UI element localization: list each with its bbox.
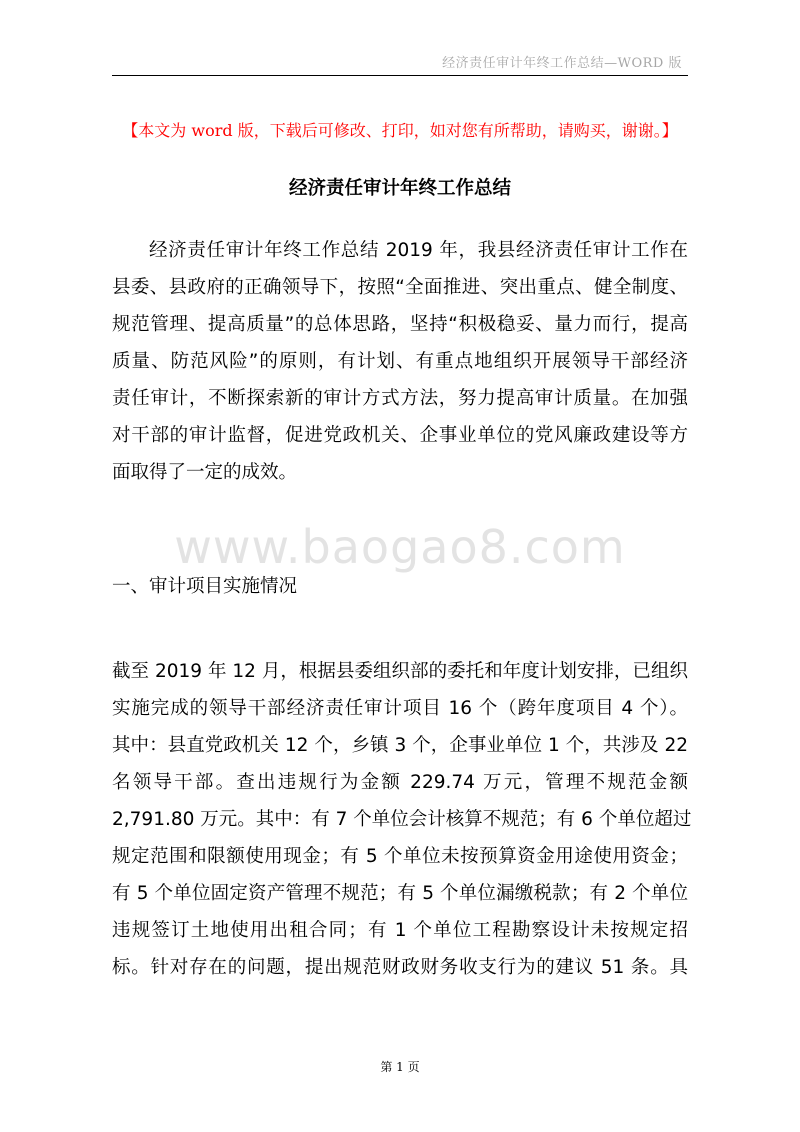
paragraph-line: 对干部的审计监督，促进党政机关、企事业单位的党风廉政建设等方: [112, 425, 688, 446]
purchase-notice: 【本文为 word 版，下载后可修改、打印，如对您有所帮助，请购买，谢谢。】: [122, 121, 678, 140]
document-title: 经济责任审计年终工作总结: [288, 178, 511, 199]
paragraph-line: 名领导干部。查出违规行为金额 229.74 万元，管理不规范金额: [112, 772, 688, 793]
paragraph-line: 县委、县政府的正确领导下，按照“全面推进、突出重点、健全制度、: [112, 277, 688, 298]
paragraph-line: 截至 2019 年 12 月，根据县委组织部的委托和年度计划安排，已组织: [112, 661, 688, 682]
site-watermark: www.baogao8.com: [174, 520, 626, 574]
header-divider: [112, 75, 688, 76]
paragraph-line: 其中：县直党政机关 12 个，乡镇 3 个，企事业单位 1 个，共涉及 22: [112, 735, 688, 756]
paragraph-line: 面取得了一定的成效。: [112, 462, 298, 483]
paragraph-line: 违规签订土地使用出租合同；有 1 个单位工程勘察设计未按规定招: [112, 920, 688, 941]
paragraph-line: 规定范围和限额使用现金；有 5 个单位未按预算资金用途使用资金；: [112, 846, 688, 867]
page-number: 第 1 页: [380, 1060, 420, 1074]
section-paragraph: [112, 653, 692, 986]
paragraph-line: 责任审计，不断探索新的审计方式方法，努力提高审计质量。在加强: [112, 388, 688, 409]
paragraph-line: 2,791.80 万元。其中：有 7 个单位会计核算不规范；有 6 个单位超过: [112, 809, 692, 830]
paragraph-line: 质量、防范风险”的原则，有计划、有重点地组织开展领导干部经济: [112, 351, 688, 372]
intro-paragraph: [112, 232, 688, 491]
section-heading: 一、审计项目实施情况: [112, 576, 298, 597]
paragraph-line: 有 5 个单位固定资产管理不规范；有 5 个单位漏缴税款；有 2 个单位: [112, 883, 688, 904]
paragraph-line: 实施完成的领导干部经济责任审计项目 16 个（跨年度项目 4 个）。: [112, 698, 688, 719]
paragraph-line: 经济责任审计年终工作总结 2019 年，我县经济责任审计工作在: [149, 240, 688, 261]
paragraph-line: 规范管理、提高质量”的总体思路，坚持“积极稳妥、量力而行，提高: [112, 314, 688, 335]
paragraph-line: 标。针对存在的问题，提出规范财政财务收支行为的建议 51 条。具: [112, 957, 688, 978]
running-header: 经济责任审计年终工作总结—WORD 版: [442, 56, 682, 71]
